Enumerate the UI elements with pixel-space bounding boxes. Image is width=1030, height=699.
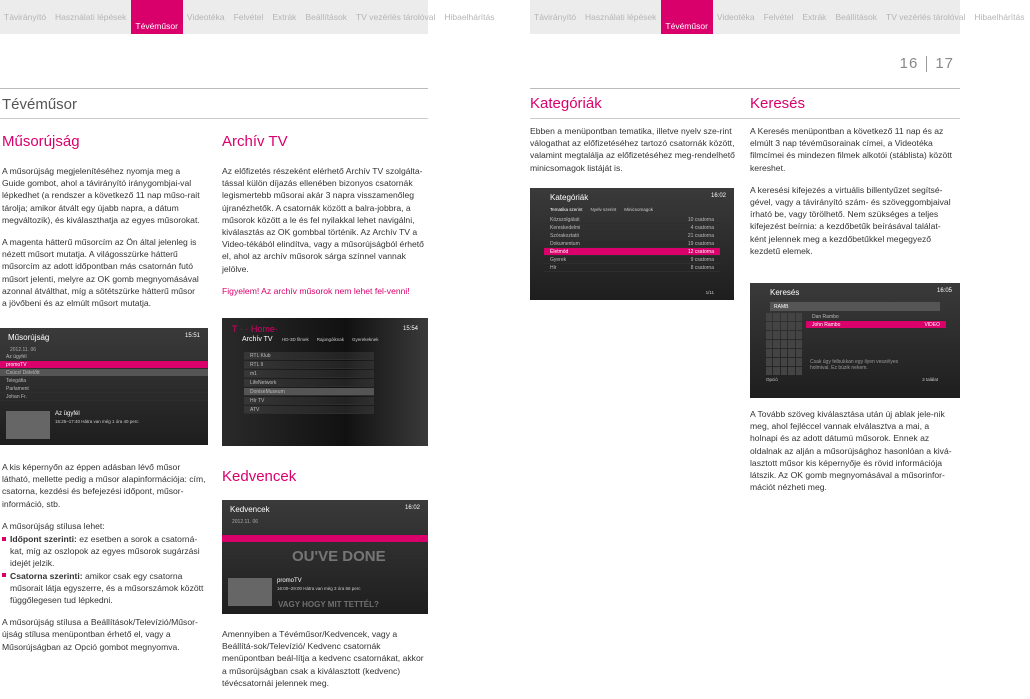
page-title: Tévéműsor <box>2 96 78 113</box>
archiv-note: Figyelem! Az archív műsorok nem lehet fel-venni! <box>222 285 410 296</box>
nav-item[interactable]: Tévéműsor <box>131 0 183 34</box>
top-nav-left <box>0 0 495 34</box>
musorujsag-p2: A magenta hátterű műsorcím az Ön által jelenleg is nézett műsort mutatja. A világosszürke hátterű műsorcím az adott időpontban más csatornán futó műsort jelenti, melyre az OK gomb megnyomásával azonnal átválthat, míg a sötétszürke hátterű műsor a jövőbeni és az elmúlt műsort mutatja. <box>2 237 199 309</box>
search-results <box>806 313 946 329</box>
search-result[interactable] <box>806 313 946 321</box>
archiv-text <box>222 165 427 307</box>
category-name: Dokumentum <box>550 241 580 247</box>
keyboard-key[interactable] <box>781 367 787 375</box>
keyboard-key[interactable] <box>796 367 802 375</box>
category-name: Hír <box>550 265 557 271</box>
archiv-title: Archív TV <box>222 133 288 150</box>
keyboard-key[interactable] <box>766 367 772 375</box>
musorujsag-screenshot <box>0 328 208 445</box>
nav-item[interactable]: Extrák <box>272 12 297 22</box>
kategoriak-text <box>530 125 735 184</box>
screen-tab[interactable]: Gyerekeknek <box>352 337 379 342</box>
kedvencek-p1: Amennyiben a Tévéműsor/Kedvencek, vagy a Beállítá-sok/Televízió/ Kedvenc csatornák menüpontban beál-lítja a kedvenc csatornákat, akkor a műsorújságban csak a kiválasztott (kedvenc) tévécsatornái jelennek meg. <box>222 629 424 688</box>
guide-row <box>222 527 428 535</box>
musorujsag-p1: A műsorújság megjelenítéséhez nyomja meg a Guide gombot, ahol a távirányító iránygombjai-val lépkedhet (a rendszer a következő 11 nap műso-rait tárolja; amikor átvált egy újabb napra, a dátum megváltozik), és kiválaszthatja az egyes műsorokat. <box>2 166 200 225</box>
keyboard-key[interactable] <box>781 358 787 366</box>
kereses-p1: A Keresés menüpontban a következő 11 nap és az elmúlt 3 nap tévéműsorainak címei, a Videotéka filmcímei és mindezen filmek alkotói (stáblista) között kereshet. <box>750 126 953 173</box>
category-row[interactable] <box>544 256 720 264</box>
kedvencek-title: Kedvencek <box>222 468 297 485</box>
guide-row[interactable] <box>0 369 208 377</box>
kategoriak-p1: Ebben a menüpontban tematika, illetve nyelv sze-rint válogathat az előfizetéséhez tartozó csatornák között, valamint megtalálja az előfizetéséhez meg-rendelhető minicsomagok listáját is. <box>530 126 735 173</box>
channel-row[interactable] <box>244 406 374 414</box>
page-number-left: 16 <box>899 55 919 72</box>
search-result[interactable] <box>806 321 946 329</box>
page-number-divider <box>926 56 927 72</box>
keyboard-key[interactable] <box>796 322 802 330</box>
screen-date: 2012.11. 06 <box>10 347 37 353</box>
kereses-p2: A keresési kifejezés a virtuális billentyűzet segítsé-gével, vagy a távirányító szám- és szöveggombjaival írható be, vagy törölhető. Nem szükséges a teljes kifejezést beírnia: a kezdőbetűk beírásával találat-ként jelennek meg a kezdőbetűkkel megegyező kezdetű elemek. <box>750 184 951 256</box>
category-count: 21 csatorna <box>687 233 714 239</box>
category-count: 9 csatorna <box>690 257 714 263</box>
screen-tab[interactable]: Nyelv szerint <box>590 207 617 212</box>
archiv-screenshot <box>222 318 428 446</box>
keyboard-key[interactable] <box>773 331 779 339</box>
category-count: 8 csatorna <box>690 265 714 271</box>
screen-clock: 16:02 <box>710 193 726 199</box>
keyboard-key[interactable] <box>796 313 802 321</box>
nav-item[interactable]: Extrák <box>802 12 827 22</box>
keyboard-key[interactable] <box>781 340 787 348</box>
kedvencek-text <box>222 628 428 699</box>
archiv-p1: Az előfizetés részeként elérhető Archív TV szolgálta-tással külön díjazás ellenében bizonyos csatornák legismertebb műsorai akár 3 napra visszamenőleg újranézhetők. A csatornák között a balra-jobbra, a műsorok között a le és fel nyilakkal lehet navigálni, kiválasztás az OK gombbal történik. Az Archív TV a Video-tékából elindítva, vagy a műsorújságból érhető el, ahol az archív műsorok sárga színnel vannak jelölve. <box>222 166 424 274</box>
bullet-idopont <box>2 533 208 570</box>
nav-item[interactable]: Hibaelhárítás <box>974 12 1025 22</box>
keyboard-key[interactable] <box>788 358 794 366</box>
keyboard-key[interactable] <box>773 358 779 366</box>
category-name: Közszolgálati <box>550 217 580 223</box>
screen-clock: 16:02 <box>404 505 420 511</box>
guide-row-title: Csúcs! Délelőtt <box>6 370 40 376</box>
guide-row[interactable] <box>0 393 208 401</box>
guide-row[interactable] <box>0 385 208 393</box>
screen-clock: 16:05 <box>936 288 952 294</box>
guide-row[interactable] <box>0 377 208 385</box>
guide-row-title: Telegáfia <box>6 378 27 384</box>
screen-preview <box>228 578 272 606</box>
screen-tab[interactable]: HD-3D filmek <box>282 337 309 342</box>
keyboard-key[interactable] <box>766 331 772 339</box>
kereses-screenshot <box>750 283 960 398</box>
channel-row[interactable] <box>244 388 374 396</box>
keyboard-key[interactable] <box>773 313 779 321</box>
nav-item[interactable]: Videotéka <box>186 12 225 22</box>
guide-row-active <box>222 535 428 543</box>
nav-item[interactable]: TV vezérlés tárolóval <box>886 12 966 22</box>
musorujsag-title: Műsorújság <box>2 133 80 150</box>
keyboard-key[interactable] <box>781 331 787 339</box>
virtual-keyboard <box>766 313 802 375</box>
right-title-underline <box>530 118 960 119</box>
search-result-title: John Rambo <box>812 322 841 328</box>
nav-item[interactable]: Használati lépések <box>585 12 657 22</box>
bullet-csatorna-text: amikor csak egy csatorna műsorait látja egyszerre, és a műsorszámok között függőlegesen tud lépkedni. <box>10 570 204 606</box>
keyboard-key[interactable] <box>766 340 772 348</box>
screen-tab-active: Archív TV <box>242 336 273 343</box>
musorujsag-text <box>2 165 202 319</box>
screen-tabs <box>282 337 379 342</box>
bullet-csatorna <box>2 570 208 607</box>
keyboard-key[interactable] <box>781 322 787 330</box>
title-underline <box>0 118 428 119</box>
top-nav-right <box>530 0 1025 34</box>
nav-item[interactable]: Beállítások <box>305 12 348 22</box>
screen-clock: 15:51 <box>184 333 200 339</box>
kereses-more-text <box>750 408 955 503</box>
screen-promo: promoTV <box>277 578 302 584</box>
keyboard-key[interactable] <box>788 367 794 375</box>
screen-overlay-text: OU'VE DONE <box>292 548 386 565</box>
nav-item[interactable]: Felvétel <box>763 12 794 22</box>
keyboard-key[interactable] <box>796 331 802 339</box>
category-count: 19 csatorna <box>687 241 714 247</box>
bullet-idopont-bold: Időpont szerinti: <box>10 534 77 545</box>
keyboard-key[interactable] <box>781 349 787 357</box>
screen-overlay-text-2: VAGY HOGY MIT TETTÉL? <box>278 600 379 609</box>
kategoriak-screenshot <box>530 188 734 300</box>
result-count: 2 találat <box>922 377 938 382</box>
screen-page: 1/11 <box>705 290 714 295</box>
nav-item[interactable]: Távirányító <box>534 12 577 22</box>
nav-item[interactable]: Felvétel <box>233 12 264 22</box>
channel-name: DoniseMuseum <box>250 389 285 395</box>
left-bottom-p1: A kis képernyőn az éppen adásban lévő műsor látható, mellette pedig a műsor alapinformációja: cím, csatorna, kezdési és befejezési időpont, műsor-információ, stb. <box>2 462 206 509</box>
keyboard-key[interactable] <box>766 322 772 330</box>
kereses-title: Keresés <box>750 95 806 112</box>
keyboard-key[interactable] <box>773 340 779 348</box>
category-list <box>530 216 734 272</box>
kereses-p3: A Tovább szöveg kiválasztása után új ablak jele-nik meg, ahol fejléccel vannak elválasztva a mai, a holnapi és az adott dátumú műsorok. Ennek az oldalnak az alján a műsorújsághoz hasonlóan a kivá-lasztott műsor kis képernyője és rövid információja látszik. Az OK gomb megnyomásával a műsorinfor-mációt nézheti meg. <box>750 409 952 493</box>
category-name: Szórakoztató <box>550 233 580 239</box>
category-name: Életmód <box>550 249 569 255</box>
channel-row[interactable] <box>244 361 374 369</box>
keyboard-key[interactable] <box>766 349 772 357</box>
screen-tabs <box>530 207 734 212</box>
nav-item[interactable]: Videotéka <box>716 12 755 22</box>
keyboard-key[interactable] <box>766 358 772 366</box>
category-name: Gyerek <box>550 257 567 263</box>
screen-tab[interactable]: Tematika szerint <box>550 207 583 212</box>
screen-promo-sub: 16:00–29:00 Hátra van még 3 óra 56 perc <box>277 586 361 591</box>
screen-title: Kedvencek <box>230 505 270 514</box>
bullet-csatorna-bold: Csatorna szerinti: <box>10 570 83 581</box>
kedvencek-screenshot <box>222 500 428 614</box>
kereses-text <box>750 125 955 267</box>
keyboard-key[interactable] <box>788 349 794 357</box>
nav-item[interactable]: Tévéműsor <box>661 0 713 34</box>
divider-right <box>530 88 960 89</box>
page-numbers <box>900 55 954 72</box>
channel-row[interactable] <box>244 352 374 360</box>
search-result-tag: VIDEO <box>924 322 940 328</box>
screen-brand: T · · Home· <box>232 324 278 334</box>
screen-info-time: 15:25–17:40 Hátra van még 1 óra 40 perc <box>55 419 139 424</box>
keyboard-key[interactable] <box>788 340 794 348</box>
guide-row-title: Az ügyfél <box>6 354 27 360</box>
search-input[interactable]: RAMB <box>770 302 940 311</box>
guide-row-title: Parlament <box>6 386 29 392</box>
category-row[interactable] <box>544 264 720 272</box>
nav-item[interactable]: Távirányító <box>4 12 47 22</box>
screen-tab[interactable]: Minicsomagok <box>624 207 654 212</box>
nav-item[interactable]: Beállítások <box>835 12 878 22</box>
channel-name: Hír TV <box>250 398 265 404</box>
channel-name: RTL II <box>250 362 264 368</box>
guide-row-title: Johan Fr. <box>6 394 27 400</box>
nav-item[interactable]: TV vezérlés tárolóval <box>356 12 436 22</box>
category-count: 10 csatorna <box>687 217 714 223</box>
divider-left <box>0 88 428 89</box>
left-bottom-p2: A műsorújság stílusa lehet: <box>2 520 105 531</box>
channel-name: m1 <box>250 371 257 377</box>
bullet-idopont-text: ez esetben a sorok a csatorná-kat, míg az oszlopok az egyes műsorok sugárzási idejét jelzik. <box>10 534 200 569</box>
nav-item[interactable]: Használati lépések <box>55 12 127 22</box>
screen-info-title: Az ügyfél <box>55 411 80 417</box>
screen-clock: 15:54 <box>402 326 418 332</box>
screen-tab[interactable]: Rajongóiknak <box>316 337 345 342</box>
category-row[interactable] <box>544 216 720 224</box>
channel-list <box>244 352 374 415</box>
screen-hint: Csak úgy felbukkan egy ilyen veszélyes holmival. Ez búzik nekem. <box>810 359 899 371</box>
channel-row[interactable] <box>244 397 374 405</box>
keyboard-key[interactable] <box>796 349 802 357</box>
keyboard-key[interactable] <box>773 322 779 330</box>
keyboard-key[interactable] <box>781 313 787 321</box>
category-row[interactable] <box>544 240 720 248</box>
channel-name: ATV <box>250 407 260 413</box>
keyboard-key[interactable] <box>788 322 794 330</box>
channel-name: LifeNetwork <box>250 380 277 386</box>
keyboard-key[interactable] <box>796 340 802 348</box>
screen-preview <box>6 411 50 439</box>
screen-title: Műsorújság <box>8 333 50 342</box>
keyboard-key[interactable] <box>773 349 779 357</box>
category-row[interactable] <box>544 232 720 240</box>
screen-title: Kategóriák <box>550 193 589 202</box>
search-result-title: Dan Rambo <box>812 314 839 320</box>
keyboard-key[interactable] <box>773 367 779 375</box>
screen-date: 2012.11. 06 <box>232 519 259 525</box>
category-name: Kereskedelmi <box>550 225 581 231</box>
left-bottom-p3: A műsorújság stílusa a Beállítások/Televízió/Műsor-újság stílusa menüpontban érhető el, vagy a Műsorújságban az Opció gombot megnyomva. <box>2 617 198 652</box>
keyboard-key[interactable] <box>788 313 794 321</box>
channel-row[interactable] <box>244 379 374 387</box>
category-count: 12 csatorna <box>687 249 714 255</box>
left-bottom-text <box>2 461 208 663</box>
keyboard-key[interactable] <box>788 331 794 339</box>
page-number-right: 17 <box>935 55 954 72</box>
guide-row[interactable] <box>0 361 208 369</box>
channel-name: RTL Klub <box>250 353 271 359</box>
guide-row[interactable] <box>0 353 208 361</box>
screen-title: Keresés <box>770 288 800 297</box>
guide-row-title: promoTV <box>6 362 27 368</box>
guide-rows <box>0 353 208 401</box>
category-count: 4 csatorna <box>690 225 714 231</box>
kategoriak-title: Kategóriák <box>530 95 602 112</box>
keyboard-key[interactable] <box>796 358 802 366</box>
option-button[interactable]: Opció <box>766 377 778 382</box>
keyboard-key[interactable] <box>766 313 772 321</box>
category-row[interactable] <box>544 248 720 256</box>
channel-row[interactable] <box>244 370 374 378</box>
category-row[interactable] <box>544 224 720 232</box>
nav-item[interactable]: Hibaelhárítás <box>444 12 495 22</box>
